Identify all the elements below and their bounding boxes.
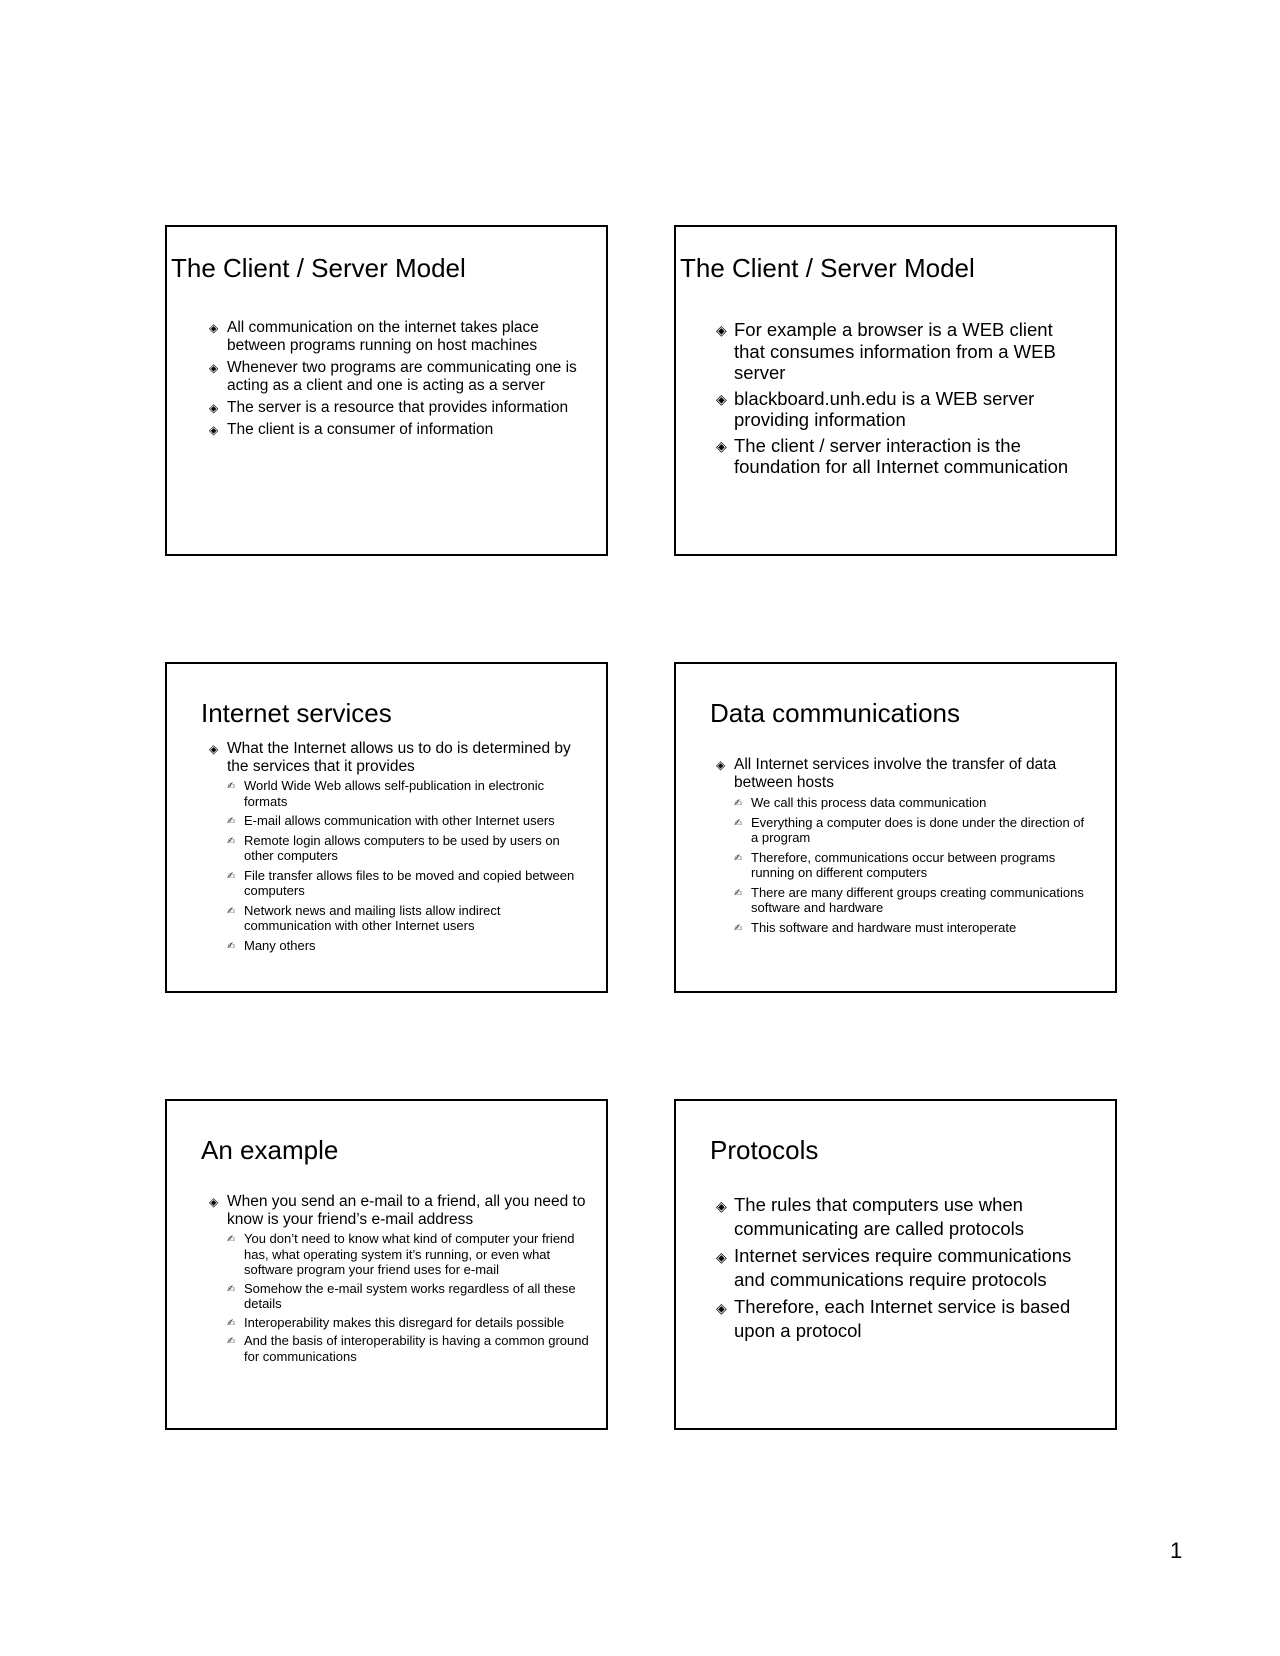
- sub-bullet-text: Somehow the e-mail system works regardless of all these details: [244, 1280, 576, 1311]
- bullet-list: [716, 756, 1086, 939]
- bullet-text: All Internet services involve the transfer of data between hosts: [734, 756, 1057, 791]
- sub-bullet-text: File transfer allows files to be moved and copied between computers: [244, 867, 575, 898]
- slide-title: Protocols: [710, 1135, 819, 1165]
- slide-title: An example: [201, 1135, 339, 1165]
- bullet: [209, 359, 579, 395]
- pencil-bullet-icon: ✍: [734, 817, 743, 829]
- slide-an-example: [165, 1099, 608, 1430]
- sub-bullet: [734, 850, 1086, 881]
- sub-bullet-text: We call this process data communication: [751, 795, 987, 810]
- bullet: [716, 1193, 1086, 1240]
- pencil-bullet-icon: ✍: [227, 870, 236, 882]
- bullet-text: The client is a consumer of information: [227, 421, 494, 438]
- bullet-list: [209, 319, 579, 443]
- pencil-bullet-icon: ✍: [734, 852, 743, 864]
- sub-bullet: [734, 885, 1086, 916]
- pencil-bullet-icon: ✍: [227, 781, 236, 792]
- sub-bullet: [227, 833, 589, 864]
- pencil-bullet-icon: ✍: [227, 1336, 236, 1347]
- sub-bullet-text: Many others: [244, 937, 316, 953]
- bullet-text: The server is a resource that provides information: [227, 399, 569, 416]
- bullet: [716, 756, 1086, 935]
- bullet-list: [209, 740, 589, 957]
- sub-bullet-text: Everything a computer does is done under the direction of a program: [751, 814, 1085, 845]
- pencil-bullet-icon: ✍: [227, 905, 236, 917]
- diamond-bullet-icon: ◈: [716, 390, 727, 407]
- bullet-text: blackboard.unh.edu is a WEB server providing information: [734, 387, 1035, 430]
- bullet-text: For example a browser is a WEB client that consumes information from a WEB server: [734, 319, 1056, 383]
- diamond-bullet-icon: ◈: [716, 1300, 727, 1316]
- sub-bullet-text: Interoperability makes this disregard for details possible: [244, 1314, 565, 1330]
- slide-client-server-model-1: [165, 225, 608, 556]
- sub-bullet: [227, 903, 589, 934]
- slide-title: Data communications: [710, 698, 960, 728]
- diamond-bullet-icon: ◈: [209, 423, 219, 437]
- sub-bullet-text: You don’t need to know what kind of computer your friend has, what operating system it’s running, or even what software program your friend uses for e-mail: [244, 1231, 575, 1277]
- sub-bullet-text: World Wide Web allows self-publication in electronic formats: [244, 778, 545, 809]
- slide-data-communications: [674, 662, 1117, 993]
- diamond-bullet-icon: ◈: [716, 322, 727, 338]
- diamond-bullet-icon: ◈: [716, 1249, 727, 1265]
- diamond-bullet-icon: ◈: [209, 742, 219, 756]
- pencil-bullet-icon: ✍: [227, 1283, 236, 1295]
- sub-bullet: [734, 815, 1086, 846]
- bullet-text: The client / server interaction is the foundation for all Internet communication: [734, 434, 1069, 477]
- bullet-text: The rules that computers use when communicating are called protocols: [734, 1194, 1024, 1239]
- diamond-bullet-icon: ◈: [209, 361, 219, 375]
- bullet: [716, 1295, 1086, 1342]
- slide-internet-services: [165, 662, 608, 993]
- sub-bullet: [227, 868, 589, 899]
- diamond-bullet-icon: ◈: [209, 321, 219, 335]
- pencil-bullet-icon: ✍: [227, 835, 236, 847]
- pencil-bullet-icon: ✍: [227, 816, 236, 827]
- slide-protocols: [674, 1099, 1117, 1430]
- sub-bullet: [734, 920, 1086, 936]
- slide-client-server-model-2: [674, 225, 1117, 556]
- bullet-list: [716, 1193, 1086, 1346]
- sub-bullet-text: There are many different groups creating communications software and hardware: [751, 884, 1084, 915]
- sub-bullet-text: E-mail allows communication with other Internet users: [244, 813, 555, 828]
- bullet-list: [716, 319, 1076, 482]
- sub-bullet: [227, 1231, 589, 1278]
- bullet-text: Therefore, each Internet service is based upon a protocol: [734, 1296, 1071, 1341]
- sub-bullet-text: This software and hardware must interoperate: [751, 919, 1017, 935]
- diamond-bullet-icon: ◈: [209, 401, 219, 415]
- diamond-bullet-icon: ◈: [716, 437, 727, 454]
- pencil-bullet-icon: ✍: [227, 1317, 236, 1329]
- bullet-text: Whenever two programs are communicating one is acting as a client and one is acting as a server: [227, 359, 577, 394]
- bullet-text: Internet services require communications and communications require protocols: [734, 1245, 1072, 1290]
- sub-bullet: [227, 1333, 589, 1364]
- sub-bullet: [227, 938, 589, 954]
- diamond-bullet-icon: ◈: [209, 1195, 219, 1209]
- pencil-bullet-icon: ✍: [227, 940, 236, 952]
- bullet: [209, 421, 579, 439]
- sub-bullet: [227, 1281, 589, 1312]
- bullet-text: All communication on the internet takes place between programs running on host machines: [227, 319, 539, 354]
- sub-bullet-text: Therefore, communications occur between programs running on different computers: [751, 849, 1056, 880]
- pencil-bullet-icon: ✍: [227, 1234, 236, 1245]
- sub-bullet-text: And the basis of interoperability is having a common ground for communications: [244, 1333, 589, 1364]
- bullet: [209, 740, 589, 953]
- slide-title: The Client / Server Model: [680, 253, 975, 283]
- pencil-bullet-icon: ✍: [734, 922, 743, 934]
- bullet: [716, 1244, 1086, 1291]
- bullet: [716, 388, 1076, 431]
- pencil-bullet-icon: ✍: [734, 887, 743, 899]
- page-number: 1: [1170, 1538, 1183, 1563]
- bullet-text: What the Internet allows us to do is determined by the services that it provides: [227, 740, 571, 775]
- bullet-text: When you send an e-mail to a friend, all you need to know is your friend’s e-mail address: [227, 1193, 586, 1228]
- sub-bullet-text: Remote login allows computers to be used by users on other computers: [244, 832, 560, 863]
- bullet-list: [209, 1193, 589, 1367]
- bullet: [209, 319, 579, 355]
- slide-title: The Client / Server Model: [171, 253, 466, 283]
- diamond-bullet-icon: ◈: [716, 758, 726, 772]
- sub-bullet-text: Network news and mailing lists allow indirect communication with other Internet users: [244, 902, 501, 933]
- bullet: [209, 399, 579, 417]
- sub-bullet: [734, 795, 1086, 811]
- sub-bullet-list: [227, 778, 589, 953]
- bullet: [716, 319, 1076, 384]
- sub-bullet-list: [734, 795, 1086, 935]
- sub-bullet: [227, 813, 589, 829]
- sub-bullet-list: [227, 1231, 589, 1364]
- sub-bullet: [227, 1315, 589, 1331]
- sub-bullet: [227, 778, 589, 809]
- slide-title: Internet services: [201, 698, 392, 728]
- diamond-bullet-icon: ◈: [716, 1198, 727, 1214]
- bullet: [209, 1193, 589, 1364]
- pencil-bullet-icon: ✍: [734, 798, 743, 809]
- bullet: [716, 435, 1076, 478]
